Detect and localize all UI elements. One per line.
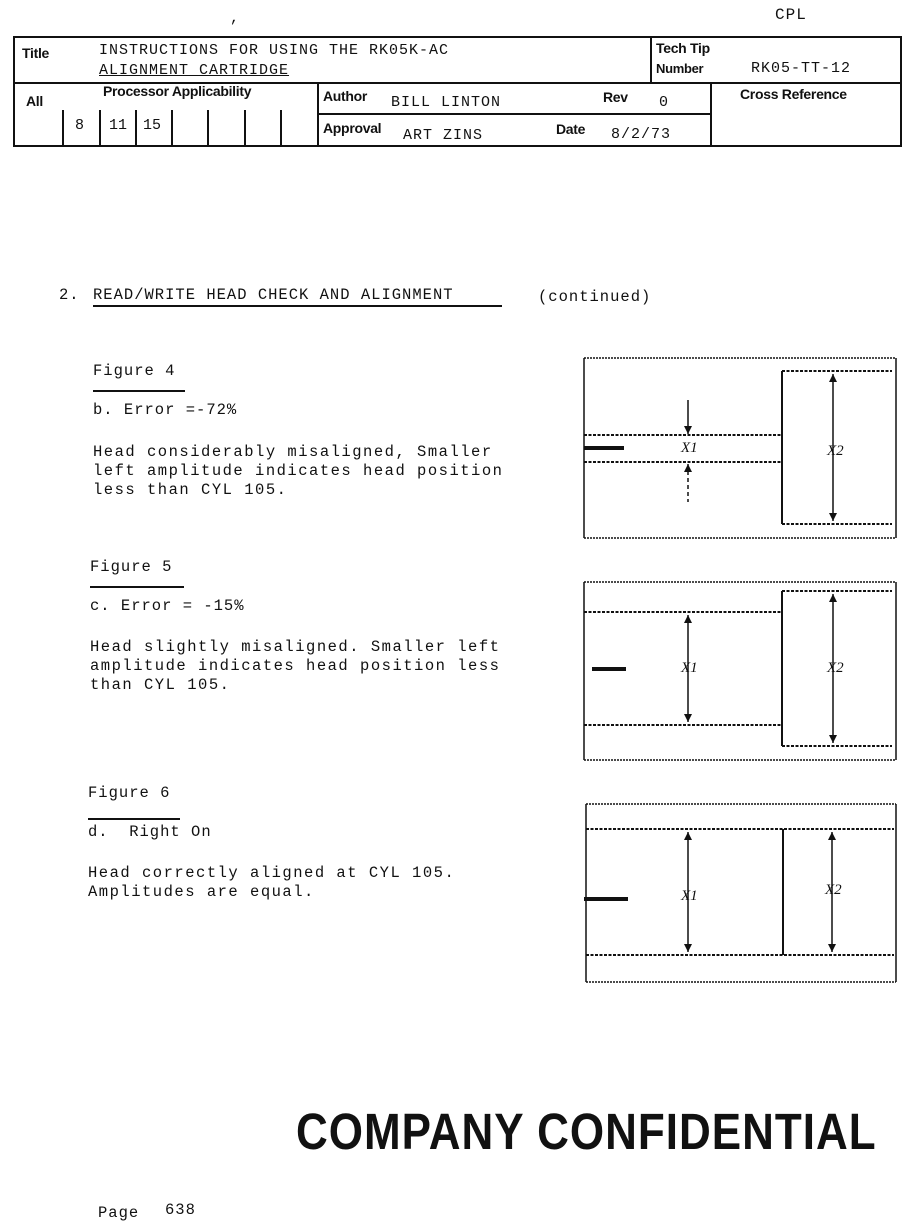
all-label: All — [26, 93, 43, 109]
processor-applicability-label: Processor Applicability — [103, 83, 252, 99]
figure-6-case: d. Right On — [88, 823, 212, 841]
title-line-2: ALIGNMENT CARTRIDGE — [99, 62, 290, 79]
tech-tip-label: Tech Tip — [656, 40, 710, 56]
figure-4-title: Figure 4 — [93, 362, 176, 380]
cpl-mark: CPL — [775, 6, 807, 24]
figure-4-text: Head considerably misaligned, Smaller left amplitude indicates head position less than CYL 105. — [93, 443, 504, 499]
figure-6-x1-label: X1 — [681, 888, 698, 904]
figure-6-x2-label: X2 — [825, 882, 842, 898]
approval-label: Approval — [323, 120, 382, 136]
figure-5-title: Figure 5 — [90, 558, 173, 576]
page-number: 638 — [165, 1201, 196, 1219]
approval-value: ART ZINS — [403, 127, 484, 144]
number-label: Number — [656, 61, 704, 76]
company-confidential-stamp-wrap — [296, 1104, 877, 1170]
processor-15: 15 — [143, 117, 162, 134]
figure-4-case: b. Error =-72% — [93, 401, 238, 419]
date-label: Date — [556, 121, 586, 137]
title-label: Title — [22, 45, 50, 61]
figure-4-x2-label: X2 — [827, 443, 844, 459]
processor-8: 8 — [75, 117, 86, 134]
rev-value: 0 — [659, 94, 670, 111]
figure-5-case: c. Error = -15% — [90, 597, 245, 615]
figure-5-text: Head slightly misaligned. Smaller left amplitude indicates head position less than CYL 105. — [90, 638, 501, 694]
section-heading: READ/WRITE HEAD CHECK AND ALIGNMENT — [93, 286, 454, 304]
processor-11: 11 — [109, 117, 128, 134]
figure-4-waveform — [580, 354, 900, 542]
rev-label: Rev — [603, 89, 628, 105]
figure-5-x1-label: X1 — [681, 660, 698, 676]
section-continued: (continued) — [538, 288, 652, 306]
page-label: Page — [98, 1204, 140, 1222]
figure-6-title: Figure 6 — [88, 784, 171, 802]
section-number: 2. — [59, 286, 80, 304]
author-value: BILL LINTON — [391, 94, 502, 111]
cross-reference-label: Cross Reference — [740, 86, 847, 102]
figure-5-waveform — [580, 578, 900, 764]
company-confidential-stamp: COMPANY CONFIDENTIAL — [296, 1104, 877, 1161]
author-label: Author — [323, 88, 368, 104]
figure-5-x2-label: X2 — [827, 660, 844, 676]
stray-mark: , — [230, 10, 241, 27]
figure-6-text: Head correctly aligned at CYL 105. Amplitudes are equal. — [88, 864, 456, 901]
figure-6-waveform — [582, 800, 900, 986]
number-value: RK05-TT-12 — [751, 60, 852, 77]
figure-4-x1-label: X1 — [681, 440, 698, 456]
date-value: 8/2/73 — [611, 126, 672, 143]
title-line-1: INSTRUCTIONS FOR USING THE RK05K-AC — [99, 42, 450, 59]
